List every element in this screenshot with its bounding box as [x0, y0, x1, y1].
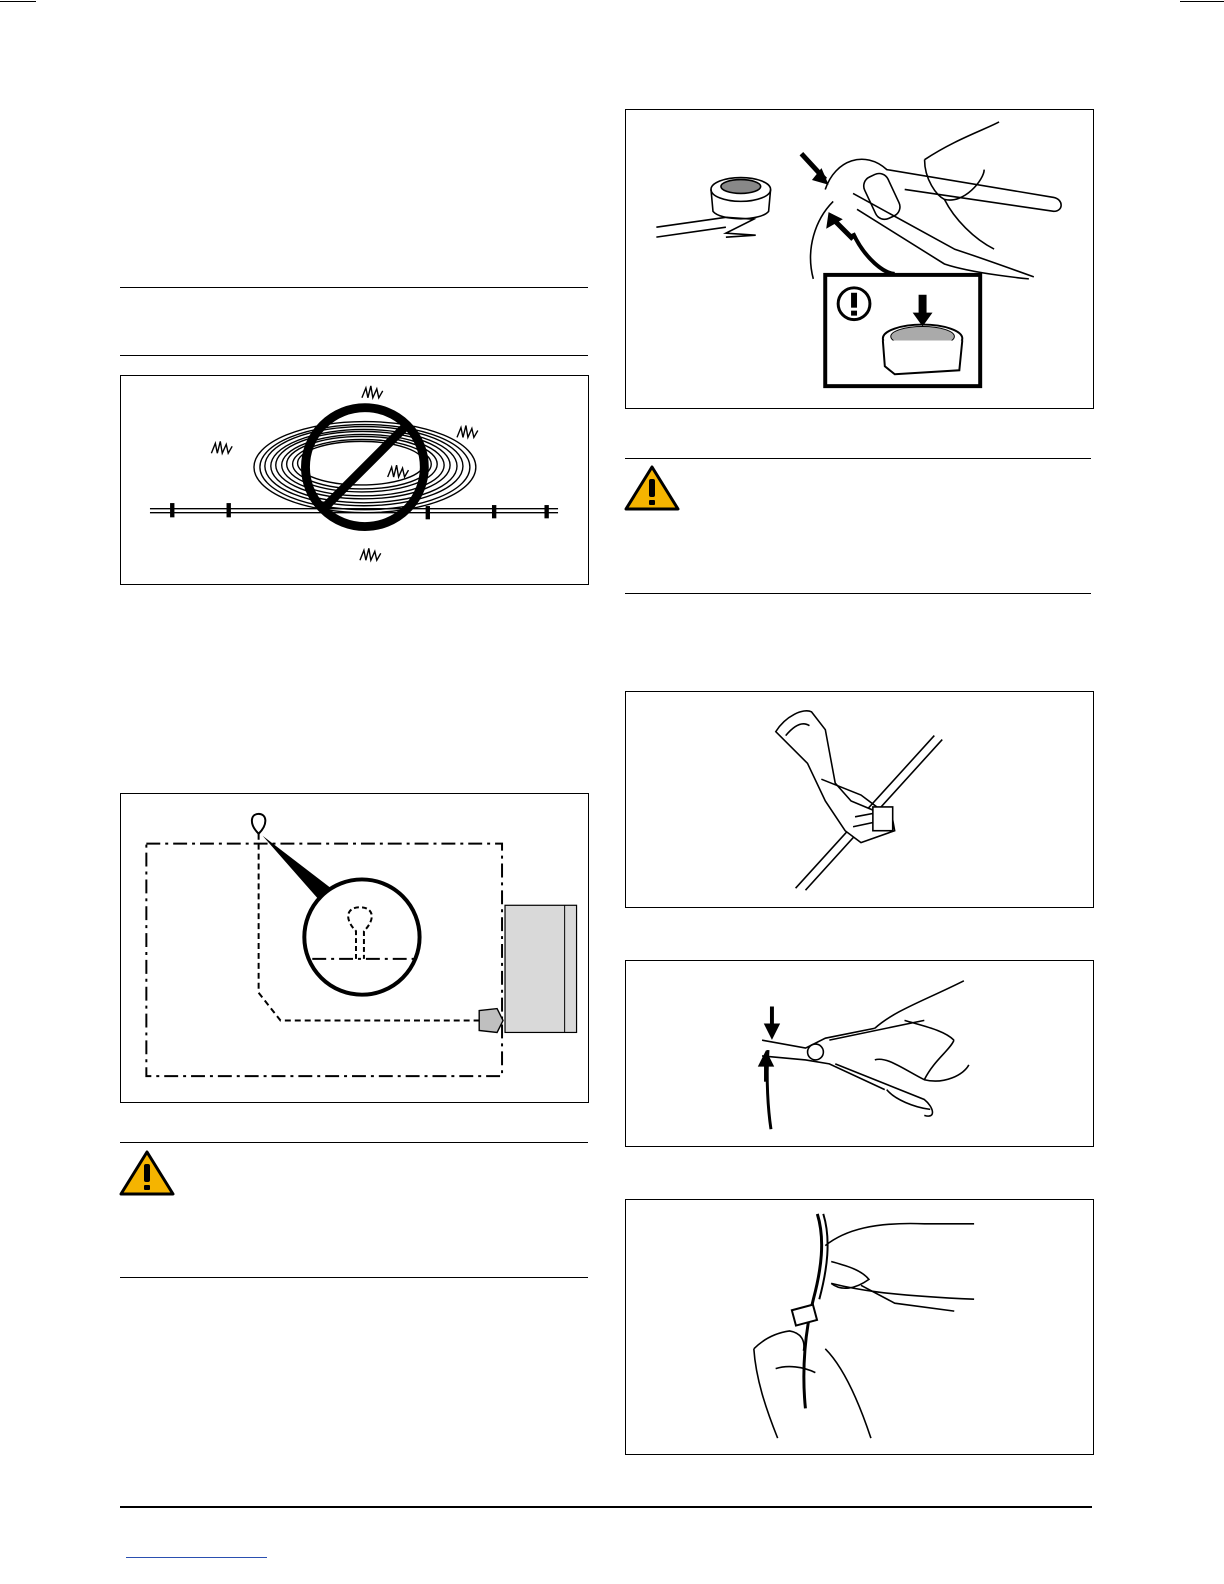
figure-hand-join	[625, 1199, 1094, 1455]
loop-detail-icon	[121, 794, 588, 1102]
section-rule	[120, 287, 588, 288]
warning-rule	[625, 458, 1091, 459]
figure-splice-connector	[625, 691, 1094, 908]
warning-rule	[625, 593, 1091, 594]
pliers-icon	[626, 961, 1093, 1146]
figure-crimp-pliers	[625, 960, 1094, 1147]
figure-coiled-wire	[120, 375, 589, 585]
warning-triangle-icon	[624, 465, 680, 511]
crop-mark-top-right	[1180, 1, 1224, 2]
warning-rule	[120, 1142, 588, 1143]
prohibited-icon	[121, 376, 588, 584]
exclamation-icon	[626, 110, 1093, 408]
footer-rule	[120, 1506, 1092, 1508]
section-rule	[120, 355, 588, 356]
warning-rule	[120, 1277, 588, 1278]
figure-guide-loop	[120, 793, 589, 1103]
warning-triangle-icon	[119, 1150, 175, 1196]
figure-connector-pliers	[625, 109, 1094, 409]
crop-mark-top-left	[0, 1, 36, 2]
connector-icon	[626, 692, 1093, 907]
footer-link-underline[interactable]	[126, 1557, 267, 1558]
hands-icon	[626, 1200, 1093, 1454]
